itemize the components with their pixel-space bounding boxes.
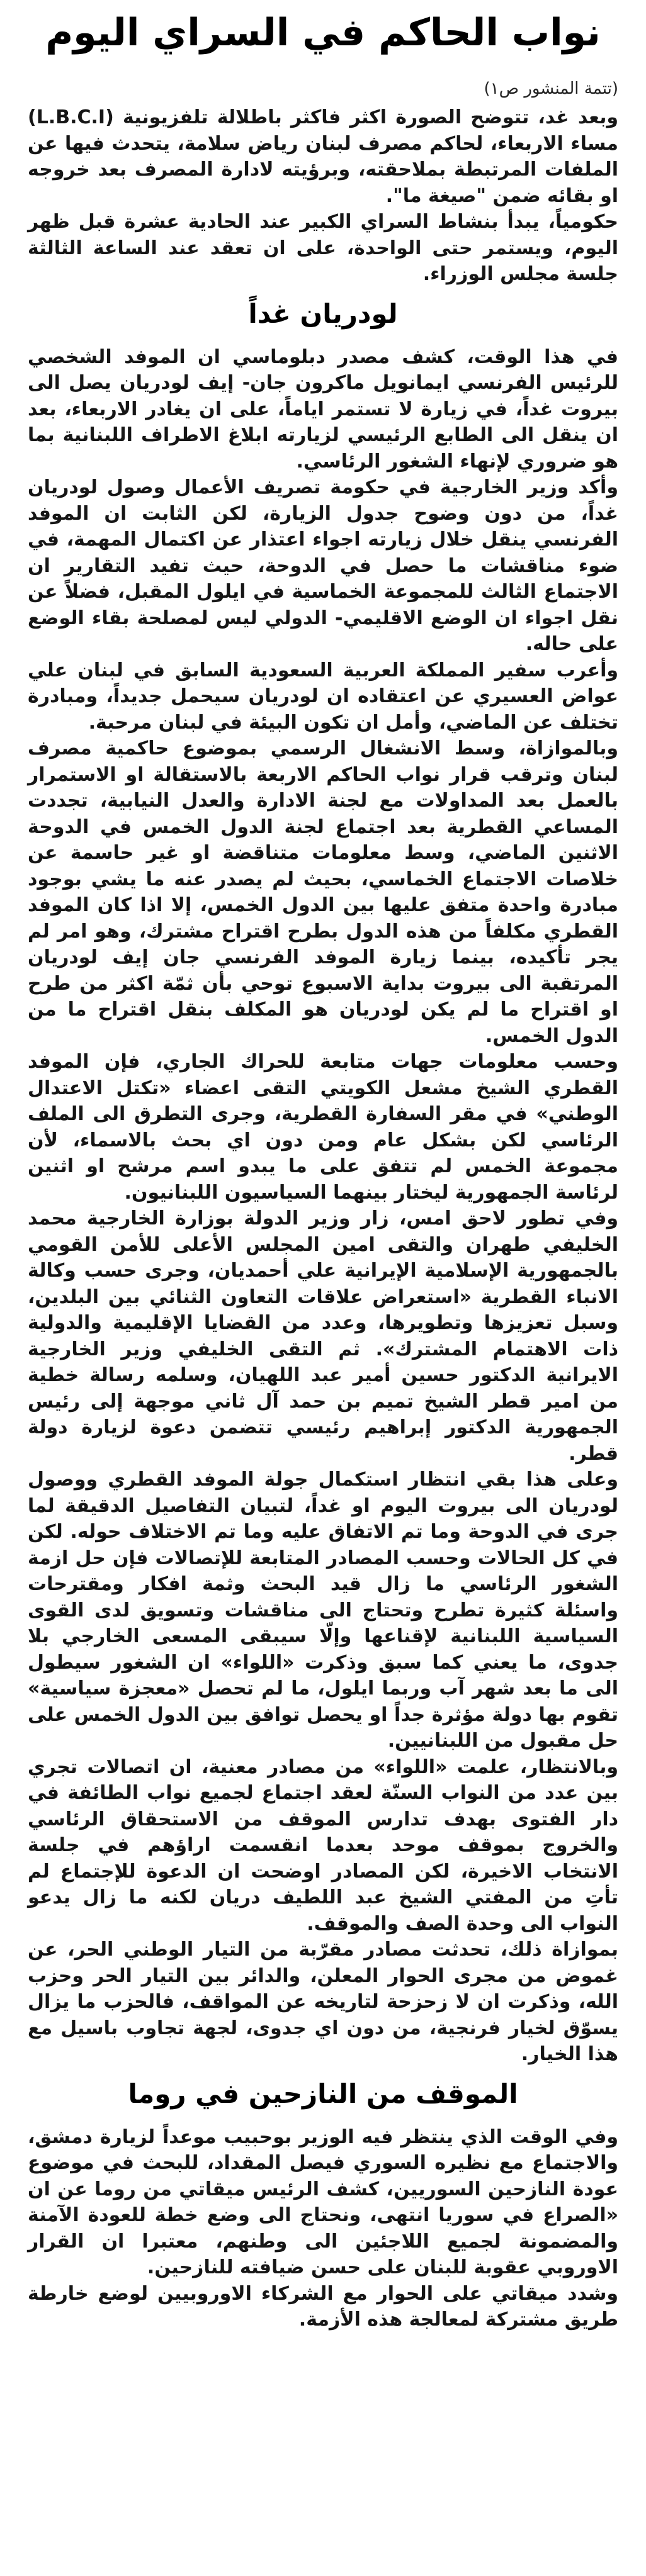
- body-paragraph: وحسب معلومات جهات متابعة للحراك الجاري، فإن الموفد القطري الشيخ مشعل الكويتي التقى اعضاء «تكتل الاعتدال الوطني» في مقر السفارة القطرية، وجرى التطرق الى الملف الرئاسي لكن بشكل عام ومن دون اي بحث بالاسماء، لأن مجموعة الخمس لم تتفق على ما يبدو اسم مرشح او اثنين لرئاسة الجمهورية ليختار بينهما السياسيون اللبنانيون.: [28, 1051, 618, 1204]
- le-drian-section: [28, 344, 618, 2068]
- body-paragraph: وأكد وزير الخارجية في حكومة تصريف الأعمال وصول لودريان غداً، من دون وضوح جدول الزيارة، لكن الثابت ان الموفد الفرنسي ينقل خلال زيارته اجواء اعتذار عن اكتمال المهمة، في ضوء مناقشات ما حصل في الدوحة، حيث تفيد التقارير ان الاجتماع الثالث للمجموعة الخماسية في ايلول المقبل، فضلاً عن نقل اجواء ان الوضع الاقليمي- الدولي ليس لمصلحة بقاء الوضع على حاله.: [28, 476, 618, 655]
- article-headline: نواب الحاكم في السراي اليوم: [45, 11, 601, 55]
- section-heading-refugees-rome: الموقف من النازحين في روما: [128, 2078, 518, 2109]
- body-paragraph: وبالموازاة، وسط الانشغال الرسمي بموضوع حاكمية مصرف لبنان وترقب قرار نواب الحاكم الاربعة بالاستقالة او الاستمرار بالعمل بعد المداولات مع لجنة الادارة والعدل النيابية، تجددت المساعي القطرية بعد اجتماع لجنة الدول الخمس في الدوحة الاثنين الماضي، وسط معلومات متناقضة او غير حاسمة عن خلاصات الاجتماع الخماسي، بحيث لم يصدر عنه ما يشي بوجود مبادرة واحدة متفق عليها بين الدول الخمس، إلا اذا كان الموفد القطري مكلفاً من هذه الدول بطرح اقتراح مشترك، وهو امر لم يجر تأكيده، بينما زيارة الموفد الفرنسي جان إيف لودريان المرتقبة الى بيروت بداية الاسبوع توحي بأن ثمّة اكثر من طرح او اقتراح ما لم يكن لودريان هو المكلف بنقل اقتراح ما من الدول الخمس.: [28, 737, 618, 1047]
- body-paragraph: وعلى هذا بقي انتظار استكمال جولة الموفد القطري ووصول لودريان الى بيروت اليوم او غداً، لتبيان التفاصيل الدقيقة لما جرى في الدوحة وما تم الاتفاق عليه وما تم الاختلاف حوله. لكن في كل الحالات وحسب المصادر المتابعة للإتصالات فإن حل ازمة الشغور الرئاسي ما زال قيد البحث وثمة افكار ومقترحات واسئلة كثيرة تطرح وتحتاج الى مناقشات وتسويق لدى القوى السياسية اللبنانية لإقناعها وإلّا سيبقى المسعى الخارجي بلا جدوى، ما يعني كما سبق وذكرت «اللواء» ان الشغور سيطول الى ما بعد شهر آب وربما ايلول، ما لم تحصل «معجزة سياسية» تقوم بها دولة مؤثرة جداً او يحصل توافق بين الدول الخمس على حل مقبول من اللبنانيين.: [28, 1469, 618, 1752]
- intro-paragraph: حكومياً، يبدأ بنشاط السراي الكبير عند الحادية عشرة قبل ظهر اليوم، ويستمر حتى الواحدة، على ان تعقد عند الساعة الثالثة جلسة مجلس الوزراء.: [28, 211, 618, 285]
- body-paragraph: بموازاة ذلك، تحدثت مصادر مقرّبة من التيار الوطني الحر، عن غموض من مجرى الحوار المعلن، والدائر بين التيار الحر وحزب الله، وذكرت ان لا زحزحة لتاريخه عن المواقف، فالحزب ما يزال يسوّق لخيار فرنجية، من دون اي جدوى، لجهة تجاوب باسيل مع هذا الخيار.: [28, 1939, 618, 2065]
- body-paragraph: وأعرب سفير المملكة العربية السعودية السابق في لبنان علي عواض العسيري عن اعتقاده ان لودريان سيحمل جديداً، ومبادرة تختلف عن الماضي، وأمل ان تكون البيئة في لبنان مرحبة.: [28, 659, 618, 734]
- body-paragraph: في هذا الوقت، كشف مصدر دبلوماسي ان الموفد الشخصي للرئيس الفرنسي ايمانويل ماكرون جان- إيف لودريان يصل الى بيروت غداً، في زيارة لا تستمر اياماً، على ان يغادر الاربعاء، بعد ان ينقل الى الطابع الرئيسي لزيارته ابلاغ الاطراف اللبنانية بما هو ضروري لإنهاء الشغور الرئاسي.: [28, 345, 618, 473]
- intro-section: [28, 104, 618, 288]
- section-heading-le-drian: لودريان غداً: [248, 298, 398, 329]
- continued-note: (تتمة المنشور ص١): [484, 79, 618, 98]
- refugees-section: [28, 2124, 618, 2333]
- intro-paragraph: وبعد غد، تتوضح الصورة اكثر فاكثر باطلالة تلفزيونية (L.B.C.I) مساء الاربعاء، لحاكم مصرف لبنان رياض سلامة، يتحدث فيها عن الملفات المرتبطة بملاحقته، وبرؤيته لادارة المصرف بعد خروجه او بقائه ضمن "صيغة ما".: [28, 106, 618, 207]
- body-paragraph: وشدد ميقاتي على الحوار مع الشركاء الاوروبيين لوضع خارطة طريق مشتركة لمعالجة هذه الأزمة.: [28, 2282, 618, 2331]
- body-paragraph: وفي تطور لاحق امس، زار وزير الدولة بوزارة الخارجية محمد الخليفي طهران والتقى امين المجلس الأعلى للأمن القومي بالجمهورية الإسلامية الإيرانية علي أحمديان، وجرى حسب وكالة الانباء القطرية «استعراض علاقات التعاون الثنائي بين البلدين، وسبل تعزيزها وتطويرها، وعدد من القضايا الإقليمية والدولية ذات الاهتمام المشترك». ثم التقى الخليفي وزير الخارجية الايرانية الدكتور حسين أمير عبد اللهيان، وسلمه رسالة خطية من امير قطر الشيخ تميم بن حمد آل ثاني موجهة إلى رئيس الجمهورية الدكتور إبراهيم رئيسي تتضمن دعوة لزيارة دولة قطر.: [28, 1207, 618, 1465]
- body-paragraph: وبالانتظار، علمت «اللواء» من مصادر معنية، ان اتصالات تجري بين عدد من النواب السنّة لعقد اجتماع لجميع نواب الطائفة في دار الفتوى بهدف تدارس الموقف من الاستحقاق الرئاسي والخروج بموقف موحد بعدما انقسمت اراؤهم في جلسة الانتخاب الاخيرة، لكن المصادر اوضحت ان الدعوة للإجتماع لم تأتِ من المفتي الشيخ عبد اللطيف دريان لكنه ما زال يدعو النواب الى وحدة الصف والموقف.: [28, 1756, 618, 1935]
- body-paragraph: وفي الوقت الذي ينتظر فيه الوزير بوحبيب موعداً لزيارة دمشق، والاجتماع مع نظيره السوري فيصل المقداد، للبحث في موضوع عودة النازحين السوريين، كشف الرئيس ميقاتي من روما عن ان «الصراع في سوريا انتهى، ونحتاج الى وضع خطة للعودة الآمنة والمضمونة لجميع اللاجئين الى وطنهم، معتبرا ان القرار الاوروبي عقوبة للبنان على حسن ضيافته للنازحين.: [28, 2125, 618, 2278]
